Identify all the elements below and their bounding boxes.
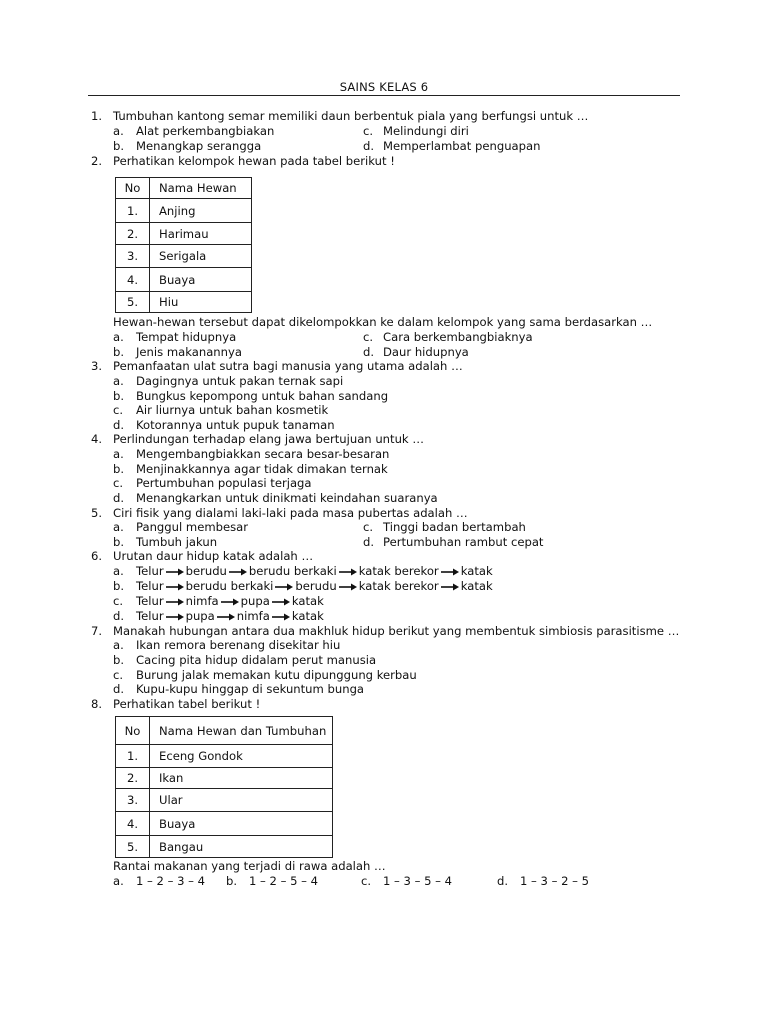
- q5-option-a: Panggul membesar: [136, 520, 249, 534]
- table-row: [116, 768, 333, 789]
- arrow-right-icon: [166, 613, 184, 621]
- table-header-row: [116, 178, 252, 199]
- q8-number: 8.: [91, 697, 103, 711]
- table-row: [116, 745, 333, 768]
- arrow-right-icon: [217, 613, 235, 621]
- table-cell-no: 3.: [116, 789, 150, 812]
- q1-option-b: Menangkap serangga: [136, 139, 262, 153]
- q5-option-a-letter: a.: [113, 520, 124, 534]
- table-header-no: No: [116, 717, 150, 745]
- q6-option-b-letter: b.: [113, 579, 125, 593]
- q2-text: Perhatikan kelompok hewan pada tabel berikut !: [113, 154, 395, 168]
- animal-table: [115, 177, 252, 313]
- q8-option-c-letter: c.: [361, 874, 372, 888]
- arrow-right-icon: [166, 583, 184, 591]
- q7-option-b: Cacing pita hidup didalam perut manusia: [136, 653, 377, 667]
- q8-option-d-letter: d.: [497, 874, 509, 888]
- chain-step: katak berekor: [358, 564, 439, 578]
- chain-step: berudu: [295, 579, 337, 593]
- q4-option-d: Menangkarkan untuk dinikmati keindahan suaranya: [136, 491, 438, 505]
- table-row: [116, 245, 252, 268]
- chain-step: berudu berkaki: [185, 579, 274, 593]
- q8-option-b: 1 – 2 – 5 – 4: [249, 874, 319, 888]
- q6-option-d-chain: [136, 609, 324, 624]
- chain-step: Telur: [136, 609, 164, 623]
- q3-option-d: Kotorannya untuk pupuk tanaman: [136, 418, 335, 432]
- table-cell-name: Buaya: [150, 812, 333, 836]
- q7-text: Manakah hubungan antara dua makhluk hidup berikut yang membentuk simbiosis parasitisme …: [113, 624, 680, 638]
- q3-option-c-letter: c.: [113, 403, 124, 417]
- table-row: [116, 812, 333, 836]
- chain-step: Telur: [136, 594, 164, 608]
- q8-option-a-letter: a.: [113, 874, 124, 888]
- q7-option-c-letter: c.: [113, 668, 124, 682]
- table-cell-name: Ikan: [150, 768, 333, 789]
- table-cell-no: 2.: [116, 223, 150, 245]
- chain-step: Telur: [136, 564, 164, 578]
- chain-step: katak: [291, 594, 324, 608]
- q5-option-b-letter: b.: [113, 535, 125, 549]
- q3-option-c: Air liurnya untuk bahan kosmetik: [136, 403, 329, 417]
- table-cell-no: 3.: [116, 245, 150, 268]
- arrow-right-icon: [441, 568, 459, 576]
- arrow-right-icon: [339, 568, 357, 576]
- table-row: [116, 292, 252, 313]
- table-header-name: Nama Hewan dan Tumbuhan: [150, 717, 333, 745]
- chain-step: pupa: [185, 609, 215, 623]
- arrow-right-icon: [275, 583, 293, 591]
- q5-text: Ciri fisik yang dialami laki-laki pada masa pubertas adalah …: [113, 506, 468, 520]
- arrow-right-icon: [229, 568, 247, 576]
- table-cell-no: 5.: [116, 292, 150, 313]
- q8-option-d: 1 – 3 – 2 – 5: [520, 874, 590, 888]
- q1-option-c-letter: c.: [363, 124, 374, 138]
- table-cell-name: Hiu: [150, 292, 252, 313]
- q7-option-a-letter: a.: [113, 638, 124, 652]
- q3-text: Pemanfaatan ulat sutra bagi manusia yang utama adalah …: [113, 359, 463, 373]
- q7-option-c: Burung jalak memakan kutu dipunggung kerbau: [136, 668, 417, 682]
- q7-option-b-letter: b.: [113, 653, 125, 667]
- table-header-name: Nama Hewan: [150, 178, 252, 199]
- chain-step: berudu: [185, 564, 227, 578]
- q5-option-d: Pertumbuhan rambut cepat: [383, 535, 544, 549]
- food-chain-table: [115, 716, 333, 858]
- arrow-right-icon: [221, 598, 239, 606]
- q6-option-c-letter: c.: [113, 594, 124, 608]
- q5-option-d-letter: d.: [363, 535, 375, 549]
- q4-option-a: Mengembangbiakkan secara besar-besaran: [136, 447, 390, 461]
- arrow-right-icon: [339, 583, 357, 591]
- q2-number: 2.: [91, 154, 103, 168]
- q6-option-a-chain: [136, 564, 493, 579]
- q5-option-c-letter: c.: [363, 520, 374, 534]
- q4-option-a-letter: a.: [113, 447, 124, 461]
- q2-follow-text: Hewan-hewan tersebut dapat dikelompokkan ke dalam kelompok yang sama berdasarkan …: [113, 315, 653, 329]
- q2-option-c: Cara berkembangbiaknya: [383, 330, 533, 344]
- q2-option-b: Jenis makanannya: [136, 345, 242, 359]
- q1-option-d: Memperlambat penguapan: [383, 139, 541, 153]
- q4-option-c-letter: c.: [113, 476, 124, 490]
- chain-step: nimfa: [236, 609, 270, 623]
- q1-option-d-letter: d.: [363, 139, 375, 153]
- q3-option-a-letter: a.: [113, 374, 124, 388]
- q3-option-d-letter: d.: [113, 418, 125, 432]
- chain-step: katak: [291, 609, 324, 623]
- q3-option-b-letter: b.: [113, 389, 125, 403]
- table-header-row: [116, 717, 333, 745]
- q6-option-a-letter: a.: [113, 564, 124, 578]
- chain-step: berudu berkaki: [248, 564, 337, 578]
- q7-option-d-letter: d.: [113, 682, 125, 696]
- q6-number: 6.: [91, 549, 103, 563]
- q2-option-c-letter: c.: [363, 330, 374, 344]
- q7-option-a: Ikan remora berenang disekitar hiu: [136, 638, 341, 652]
- q2-option-d: Daur hidupnya: [383, 345, 469, 359]
- chain-step: katak berekor: [358, 579, 439, 593]
- arrow-right-icon: [166, 568, 184, 576]
- q1-option-a: Alat perkembangbiakan: [136, 124, 275, 138]
- header-divider: [88, 95, 680, 96]
- table-row: [116, 268, 252, 292]
- q6-option-b-chain: [136, 579, 493, 594]
- q8-option-b-letter: b.: [226, 874, 238, 888]
- table-cell-no: 4.: [116, 812, 150, 836]
- q1-text: Tumbuhan kantong semar memiliki daun berbentuk piala yang berfungsi untuk …: [113, 109, 589, 123]
- q6-option-d-letter: d.: [113, 609, 125, 623]
- q8-text: Perhatikan tabel berikut !: [113, 697, 261, 711]
- arrow-right-icon: [441, 583, 459, 591]
- q7-option-d: Kupu-kupu hinggap di sekuntum bunga: [136, 682, 365, 696]
- q4-option-c: Pertumbuhan populasi terjaga: [136, 476, 312, 490]
- table-cell-no: 4.: [116, 268, 150, 292]
- q2-option-a-letter: a.: [113, 330, 124, 344]
- table-row: [116, 223, 252, 245]
- q4-number: 4.: [91, 432, 103, 446]
- q6-option-c-chain: [136, 594, 324, 609]
- table-cell-no: 5.: [116, 836, 150, 858]
- table-row: [116, 789, 333, 812]
- table-header-no: No: [116, 178, 150, 199]
- q4-option-b: Menjinakkannya agar tidak dimakan ternak: [136, 462, 388, 476]
- q8-option-a: 1 – 2 – 3 – 4: [136, 874, 206, 888]
- table-cell-name: Buaya: [150, 268, 252, 292]
- table-cell-name: Serigala: [150, 245, 252, 268]
- q4-option-d-letter: d.: [113, 491, 125, 505]
- chain-step: pupa: [240, 594, 270, 608]
- table-cell-name: Eceng Gondok: [150, 745, 333, 768]
- q1-option-c: Melindungi diri: [383, 124, 469, 138]
- chain-step: katak: [460, 564, 493, 578]
- q4-text: Perlindungan terhadap elang jawa bertujuan untuk …: [113, 432, 424, 446]
- q2-option-a: Tempat hidupnya: [136, 330, 237, 344]
- q6-text: Urutan daur hidup katak adalah …: [113, 549, 314, 563]
- table-row: [116, 199, 252, 223]
- table-cell-name: Bangau: [150, 836, 333, 858]
- arrow-right-icon: [272, 613, 290, 621]
- q3-number: 3.: [91, 359, 103, 373]
- q1-option-b-letter: b.: [113, 139, 125, 153]
- table-cell-no: 1.: [116, 199, 150, 223]
- q3-option-b: Bungkus kepompong untuk bahan sandang: [136, 389, 389, 403]
- q2-option-d-letter: d.: [363, 345, 375, 359]
- page-title: SAINS KELAS 6: [339, 80, 429, 94]
- q4-option-b-letter: b.: [113, 462, 125, 476]
- arrow-right-icon: [272, 598, 290, 606]
- arrow-right-icon: [166, 598, 184, 606]
- q5-option-c: Tinggi badan bertambah: [383, 520, 526, 534]
- table-cell-name: Harimau: [150, 223, 252, 245]
- q1-option-a-letter: a.: [113, 124, 124, 138]
- table-row: [116, 836, 333, 858]
- table-cell-name: Ular: [150, 789, 333, 812]
- q8-option-c: 1 – 3 – 5 – 4: [383, 874, 453, 888]
- chain-step: nimfa: [185, 594, 219, 608]
- table-cell-name: Anjing: [150, 199, 252, 223]
- q2-option-b-letter: b.: [113, 345, 125, 359]
- q5-number: 5.: [91, 506, 103, 520]
- table-cell-no: 2.: [116, 768, 150, 789]
- q3-option-a: Dagingnya untuk pakan ternak sapi: [136, 374, 344, 388]
- table-cell-no: 1.: [116, 745, 150, 768]
- chain-step: Telur: [136, 579, 164, 593]
- chain-step: katak: [460, 579, 493, 593]
- q1-number: 1.: [91, 109, 103, 123]
- q8-follow-text: Rantai makanan yang terjadi di rawa adalah …: [113, 859, 386, 873]
- q7-number: 7.: [91, 624, 103, 638]
- q5-option-b: Tumbuh jakun: [136, 535, 218, 549]
